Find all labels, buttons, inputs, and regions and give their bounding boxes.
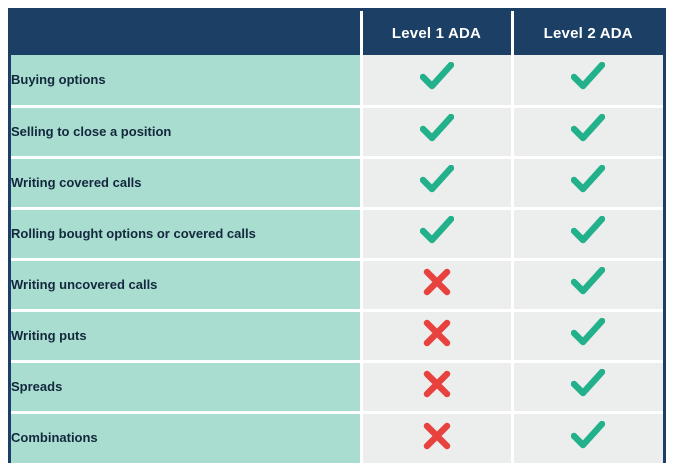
cross-icon	[422, 267, 452, 297]
level-1-cell	[361, 259, 512, 310]
level-2-cell	[512, 412, 663, 463]
header-level-2: Level 2 ADA	[512, 11, 663, 55]
table-row	[11, 259, 663, 310]
level-2-cell	[512, 106, 663, 157]
level-2-cell	[512, 55, 663, 106]
level-2-cell	[512, 208, 663, 259]
level-1-cell	[361, 106, 512, 157]
feature-label: Writing uncovered calls	[11, 259, 361, 310]
level-1-cell	[361, 310, 512, 361]
check-icon	[571, 267, 605, 297]
level-1-cell	[361, 412, 512, 463]
check-icon	[420, 216, 454, 246]
feature-label: Selling to close a position	[11, 106, 361, 157]
check-icon	[420, 114, 454, 144]
check-icon	[420, 165, 454, 195]
check-icon	[571, 62, 605, 92]
cross-icon	[422, 369, 452, 399]
cross-icon	[422, 421, 452, 451]
level-2-cell	[512, 310, 663, 361]
feature-label: Combinations	[11, 412, 361, 463]
cross-icon	[422, 318, 452, 348]
header-level-1: Level 1 ADA	[361, 11, 512, 55]
permissions-table	[11, 11, 663, 463]
table-body	[11, 55, 663, 463]
table-row	[11, 208, 663, 259]
check-icon	[571, 421, 605, 451]
feature-label: Rolling bought options or covered calls	[11, 208, 361, 259]
header-feature-column	[11, 11, 361, 55]
header-row	[11, 11, 663, 55]
check-icon	[571, 165, 605, 195]
check-icon	[571, 369, 605, 399]
table-row	[11, 412, 663, 463]
level-1-cell	[361, 55, 512, 106]
level-1-cell	[361, 208, 512, 259]
table-row	[11, 310, 663, 361]
feature-label: Buying options	[11, 55, 361, 106]
level-1-cell	[361, 361, 512, 412]
check-icon	[571, 114, 605, 144]
feature-label: Spreads	[11, 361, 361, 412]
table-header	[11, 11, 663, 55]
permissions-table-container	[8, 8, 666, 463]
check-icon	[571, 216, 605, 246]
level-2-cell	[512, 157, 663, 208]
table-row	[11, 361, 663, 412]
table-row	[11, 55, 663, 106]
check-icon	[420, 62, 454, 92]
level-1-cell	[361, 157, 512, 208]
feature-label: Writing covered calls	[11, 157, 361, 208]
table-row	[11, 106, 663, 157]
level-2-cell	[512, 361, 663, 412]
feature-label: Writing puts	[11, 310, 361, 361]
table-row	[11, 157, 663, 208]
check-icon	[571, 318, 605, 348]
level-2-cell	[512, 259, 663, 310]
